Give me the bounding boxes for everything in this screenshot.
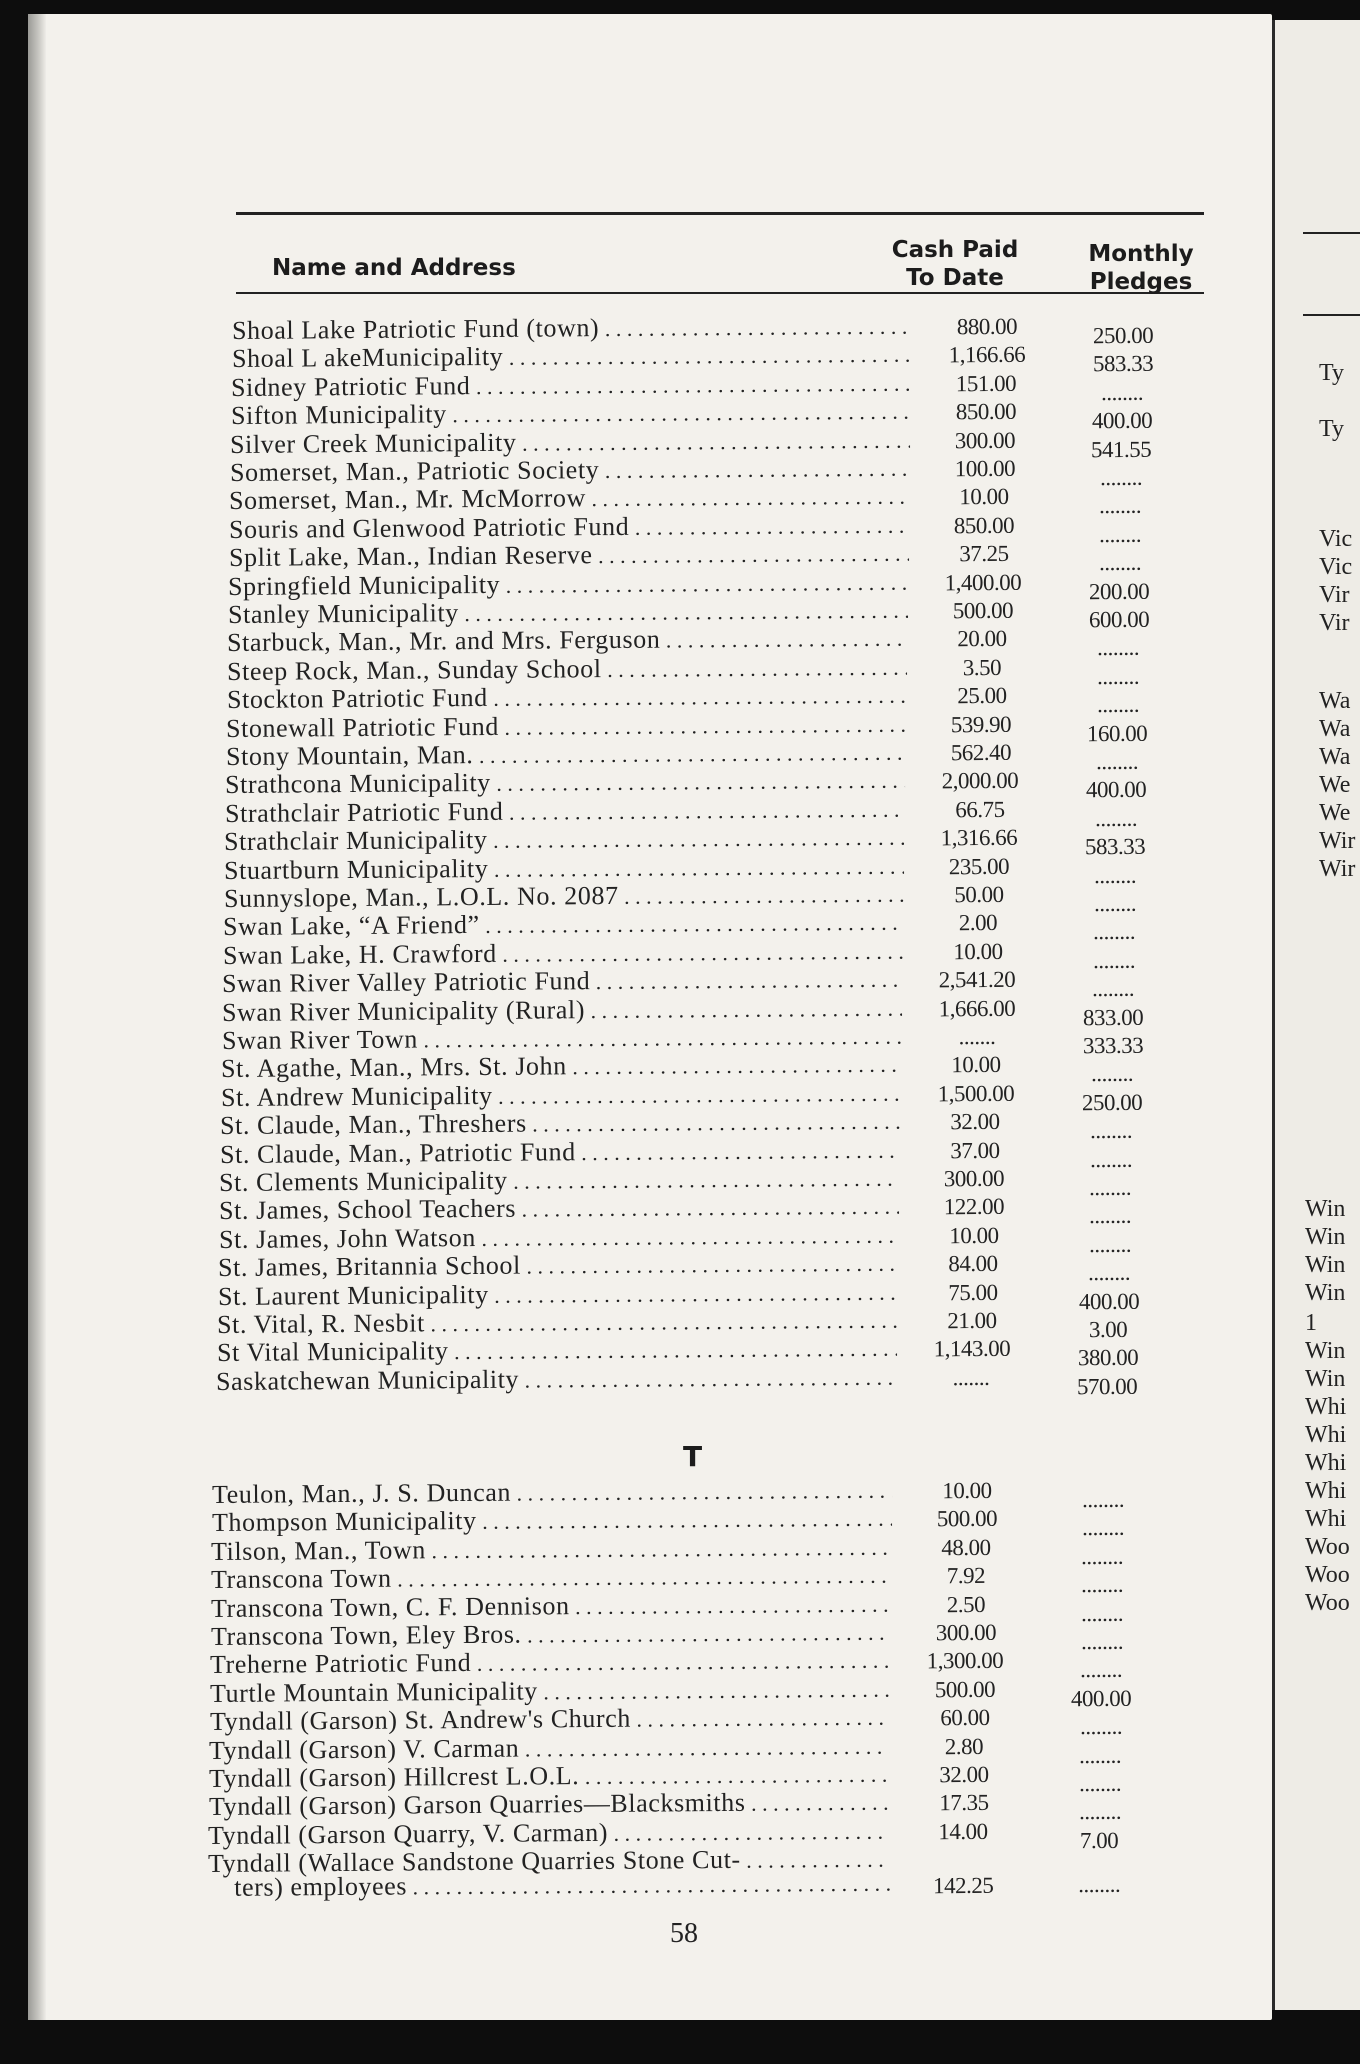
entry-monthly-pledge: ........ xyxy=(1081,1543,1124,1569)
entry-name: St. Agathe, Man., Mrs. St. John . . . xyxy=(221,1049,901,1084)
entry-monthly-pledge: 400.00 xyxy=(1091,407,1153,434)
entry-cash-paid: 17.35 xyxy=(938,1790,989,1816)
facing-page-fragment: Whi xyxy=(1305,1450,1347,1476)
entry-monthly-pledge: ........ xyxy=(1099,521,1142,547)
entry-name: Somerset, Man., Patriotic Society . . . xyxy=(230,453,910,488)
entry-cash-paid: 1,400.00 xyxy=(944,569,1022,595)
entry-name: Shoal Lake Patriotic Fund (town) . . . xyxy=(232,311,912,346)
entry-name: Turtle Mountain Municipality . . . xyxy=(210,1673,890,1708)
entry-monthly-pledge: ........ xyxy=(1095,748,1138,775)
entry-monthly-pledge: ........ xyxy=(1101,379,1144,405)
facing-page-fragment: We xyxy=(1319,772,1351,798)
entry-cash-paid: 66.75 xyxy=(955,796,1005,823)
entry-cash-paid: 32.00 xyxy=(950,1109,1000,1135)
entry-cash-paid: 880.00 xyxy=(956,313,1018,340)
entry-monthly-pledge: ........ xyxy=(1092,976,1135,1002)
facing-page-fragment: Win xyxy=(1305,1224,1346,1250)
entry-monthly-pledge: ........ xyxy=(1081,1572,1124,1598)
facing-page-fragment: Vic xyxy=(1319,526,1353,552)
entry-monthly-pledge: ........ xyxy=(1090,1118,1133,1144)
entry-monthly-pledge: ........ xyxy=(1078,1872,1121,1898)
entry-monthly-pledge: ........ xyxy=(1093,862,1137,888)
facing-page-fragment: 1 xyxy=(1305,1310,1317,1336)
facing-page-fragment: Vir xyxy=(1319,582,1350,608)
entry-monthly-pledge: 200.00 xyxy=(1089,578,1150,604)
entry-cash-paid: 100.00 xyxy=(954,455,1016,482)
entry-monthly-pledge: ........ xyxy=(1089,1146,1132,1172)
facing-page-fragment: Win xyxy=(1305,1280,1346,1306)
entry-monthly-pledge: 833.00 xyxy=(1082,1004,1144,1030)
entry-cash-paid: 1,166.66 xyxy=(948,342,1025,368)
entry-name: Stonewall Patriotic Fund . . . xyxy=(226,708,906,743)
entry-cash-paid: 21.00 xyxy=(947,1307,998,1334)
entry-monthly-pledge: ........ xyxy=(1097,635,1140,661)
entry-name: St. Claude, Man., Threshers . . . xyxy=(220,1106,900,1141)
column-header-cash-line1: Cash Paid xyxy=(891,237,1019,263)
entry-monthly-pledge: 570.00 xyxy=(1077,1373,1138,1400)
column-header-cash-line2: To Date xyxy=(906,265,1004,291)
entry-name: Sidney Patriotic Fund . . . xyxy=(231,367,911,402)
entry-cash-paid: 500.00 xyxy=(934,1676,996,1703)
entry-cash-paid: ....... xyxy=(958,1023,995,1050)
entry-name: Swan River Valley Patriotic Fund . . . xyxy=(222,964,902,999)
entry-cash-paid: 1,666.00 xyxy=(938,995,1016,1021)
entry-name: St Vital Municipality . . . xyxy=(217,1333,897,1368)
entry-name: Sunnyslope, Man., L.O.L. No. 2087 . . . xyxy=(223,879,903,914)
entry-monthly-pledge: ........ xyxy=(1098,550,1141,576)
entry-name: Sifton Municipality . . . xyxy=(231,396,911,431)
entry-cash-paid: 2.00 xyxy=(958,910,998,936)
entry-cash-paid: 300.00 xyxy=(955,427,1016,453)
entry-name: Tyndall (Garson) V. Carman . . . xyxy=(209,1730,889,1765)
facing-page-fragment: Woo xyxy=(1305,1534,1350,1560)
entry-monthly-pledge: 250.00 xyxy=(1081,1089,1142,1116)
facing-page-fragment: Ty xyxy=(1319,360,1344,386)
entry-cash-paid: 37.00 xyxy=(950,1137,1000,1163)
entry-cash-paid: 20.00 xyxy=(957,626,1008,652)
entry-name: Somerset, Man., Mr. McMorrow . . . xyxy=(229,481,909,516)
entry-name: Starbuck, Man., Mr. and Mrs. Ferguson . . . xyxy=(227,623,907,658)
entry-name: St. Andrew Municipality . . . xyxy=(221,1077,901,1112)
entry-cash-paid: 2.50 xyxy=(946,1591,986,1617)
entry-cash-paid: 84.00 xyxy=(948,1251,998,1277)
entry-monthly-pledge: ........ xyxy=(1094,805,1138,831)
entry-monthly-pledge: ........ xyxy=(1096,692,1139,718)
entry-cash-paid: 500.00 xyxy=(936,1506,997,1532)
entry-cash-paid: 151.00 xyxy=(955,370,1017,397)
entry-name: St. Vital, R. Nesbit . . . xyxy=(217,1305,897,1340)
entry-name: Shoal L akeMunicipality . . . xyxy=(231,339,911,374)
entry-name: Swan River Town . . . xyxy=(221,1021,901,1056)
facing-page-fragment: Win xyxy=(1305,1252,1346,1278)
entry-name: Swan Lake, H. Crawford . . . xyxy=(223,935,903,970)
facing-page-fragment: Win xyxy=(1305,1366,1346,1392)
entry-cash-paid: 60.00 xyxy=(939,1705,990,1731)
facing-page-fragment: Woo xyxy=(1305,1562,1350,1588)
entry-cash-paid: 142.25 xyxy=(933,1873,994,1899)
entry-monthly-pledge: 380.00 xyxy=(1077,1345,1139,1371)
column-header-pledges-line1: Monthly xyxy=(1088,241,1194,267)
entry-cash-paid: 14.00 xyxy=(938,1818,989,1845)
facing-page-fragment: Vic xyxy=(1319,554,1353,580)
entry-name: Treherne Patriotic Fund . . . xyxy=(210,1645,890,1680)
entry-cash-paid: 50.00 xyxy=(953,881,1004,908)
entry-cash-paid: 10.00 xyxy=(942,1477,992,1504)
column-header-name: Name and Address xyxy=(272,255,516,281)
facing-page-fragment: Ty xyxy=(1319,416,1344,442)
entry-cash-paid: 10.00 xyxy=(959,484,1010,510)
entry-name: Souris and Glenwood Patriotic Fund . . . xyxy=(229,509,909,544)
entry-cash-paid: 10.00 xyxy=(953,938,1003,965)
entry-monthly-pledge: ........ xyxy=(1079,1714,1122,1740)
entry-monthly-pledge: 3.00 xyxy=(1089,1316,1128,1343)
entry-cash-paid: 25.00 xyxy=(956,683,1007,709)
entry-monthly-pledge: ........ xyxy=(1099,493,1142,519)
entry-cash-paid: 300.00 xyxy=(944,1165,1005,1192)
entry-cash-paid: 3.50 xyxy=(962,654,1002,681)
entry-monthly-pledge: ........ xyxy=(1096,663,1140,689)
entry-monthly-pledge: 160.00 xyxy=(1086,720,1148,746)
section-letter: T xyxy=(683,1440,703,1473)
entry-monthly-pledge: 400.00 xyxy=(1078,1288,1140,1314)
entry-name: Swan River Municipality (Rural) . . . xyxy=(222,992,902,1027)
entry-monthly-pledge: 541.55 xyxy=(1091,436,1152,462)
entry-monthly-pledge: 600.00 xyxy=(1088,606,1150,633)
entry-name: Steep Rock, Man., Sunday School . . . xyxy=(227,651,907,686)
facing-page-fragment: Wa xyxy=(1319,744,1351,770)
facing-page-fragment: Whi xyxy=(1305,1422,1347,1448)
page-number: 58 xyxy=(670,1918,698,1949)
facing-page-fragment: Wa xyxy=(1319,688,1351,714)
header-rule xyxy=(236,292,1204,294)
entry-name: Swan Lake, “A Friend” . . . xyxy=(223,907,903,942)
entry-monthly-pledge: ........ xyxy=(1080,1628,1123,1655)
facing-page-fragment: Wir xyxy=(1319,828,1356,854)
entry-monthly-pledge: ........ xyxy=(1088,1231,1131,1257)
entry-cash-paid: 235.00 xyxy=(948,853,1010,879)
entry-monthly-pledge: 400.00 xyxy=(1070,1685,1132,1712)
entry-name: Transcona Town . . . xyxy=(211,1560,891,1595)
entry-monthly-pledge: ........ xyxy=(1080,1600,1123,1626)
facing-page-fragment: Woo xyxy=(1305,1590,1350,1616)
entry-cash-paid: 75.00 xyxy=(947,1279,998,1305)
column-header-cash xyxy=(880,236,1030,292)
entry-name: Stockton Patriotic Fund . . . xyxy=(226,680,906,715)
entry-name: Tyndall (Wallace Sandstone Quarries Stone Cut- . . . xyxy=(208,1844,888,1879)
entry-name: Strathcona Municipality . . . xyxy=(225,765,905,800)
entry-monthly-pledge: 400.00 xyxy=(1086,777,1147,803)
entry-name: Transcona Town, Eley Bros. . . . xyxy=(210,1617,890,1652)
entry-name-continued: ters) employees . . . xyxy=(234,1868,894,1903)
entry-monthly-pledge: 250.00 xyxy=(1092,322,1154,349)
entry-cash-paid: 1,143.00 xyxy=(933,1336,1011,1362)
book-spine xyxy=(28,14,46,2020)
top-rule xyxy=(236,212,1204,215)
entry-cash-paid: 1,300.00 xyxy=(926,1648,1004,1674)
entry-monthly-pledge: ........ xyxy=(1092,947,1135,973)
entry-name: Stanley Municipality . . . xyxy=(228,595,908,630)
entry-cash-paid: 32.00 xyxy=(939,1761,989,1788)
entry-name: Tyndall (Garson Quarry, V. Carman) . . . xyxy=(208,1815,888,1850)
entry-cash-paid: 2.80 xyxy=(945,1733,984,1759)
entry-name: St. Clements Municipality . . . xyxy=(219,1163,899,1198)
entry-cash-paid: ....... xyxy=(952,1364,990,1391)
entry-name: St. Laurent Municipality . . . xyxy=(218,1276,898,1311)
entry-cash-paid: 7.92 xyxy=(946,1563,986,1589)
entry-name: Stuartburn Municipality . . . xyxy=(224,850,904,885)
entry-monthly-pledge: ........ xyxy=(1093,890,1136,917)
entry-name: Thompson Municipality . . . xyxy=(212,1503,892,1538)
entry-monthly-pledge: ........ xyxy=(1088,1260,1131,1286)
entry-monthly-pledge: ........ xyxy=(1078,1799,1121,1825)
entry-cash-paid: 850.00 xyxy=(953,512,1015,539)
facing-page xyxy=(1272,20,1360,2010)
entry-name: Tyndall (Garson) Hillcrest L.O.L. . . . xyxy=(209,1759,889,1794)
entry-name: Stony Mountain, Man. . . . xyxy=(226,737,906,772)
entry-monthly-pledge: 7.00 xyxy=(1080,1827,1119,1853)
entry-name: Strathclair Patriotic Fund . . . xyxy=(225,793,905,828)
entry-cash-paid: 2,541.20 xyxy=(938,966,1016,993)
entry-cash-paid: 300.00 xyxy=(935,1619,996,1646)
entry-monthly-pledge: 583.33 xyxy=(1085,833,1146,860)
entry-cash-paid: 1,500.00 xyxy=(937,1080,1014,1107)
entry-cash-paid: 10.00 xyxy=(951,1052,1001,1078)
entry-monthly-pledge: ........ xyxy=(1081,1515,1124,1541)
entry-name: Teulon, Man., J. S. Duncan . . . xyxy=(212,1475,892,1510)
entry-monthly-pledge: 333.33 xyxy=(1082,1032,1143,1059)
facing-page-fragment: We xyxy=(1319,800,1351,826)
entry-name: St. James, John Watson . . . xyxy=(218,1219,898,1254)
entry-monthly-pledge: ........ xyxy=(1079,1742,1122,1768)
entry-name: Springfield Municipality . . . xyxy=(228,566,908,601)
entry-monthly-pledge: ........ xyxy=(1093,919,1136,945)
facing-page-rule xyxy=(1303,314,1360,316)
facing-page-fragment: Wir xyxy=(1319,856,1356,882)
facing-page-fragment: Whi xyxy=(1305,1478,1347,1504)
facing-page-rule xyxy=(1303,232,1360,234)
entry-cash-paid: 539.90 xyxy=(950,711,1012,737)
entry-cash-paid: 48.00 xyxy=(941,1534,992,1561)
entry-cash-paid: 122.00 xyxy=(943,1194,1005,1220)
entry-monthly-pledge: ........ xyxy=(1078,1770,1122,1797)
entry-monthly-pledge: ........ xyxy=(1080,1657,1123,1683)
entry-monthly-pledge: ........ xyxy=(1099,464,1143,491)
entry-name: Saskatchewan Municipality . . . xyxy=(216,1361,896,1396)
entry-cash-paid: 2,000.00 xyxy=(941,768,1019,794)
entry-name: Split Lake, Man., Indian Reserve . . . xyxy=(229,538,909,573)
entry-cash-paid: 562.40 xyxy=(950,739,1011,766)
entry-cash-paid: 500.00 xyxy=(952,597,1014,624)
facing-page-fragment: Whi xyxy=(1305,1506,1347,1532)
entry-cash-paid: 37.25 xyxy=(958,541,1009,567)
entry-monthly-pledge: ........ xyxy=(1088,1203,1132,1229)
entry-monthly-pledge: 583.33 xyxy=(1092,351,1153,377)
entry-name: Tyndall (Garson) St. Andrew's Church . . . xyxy=(209,1702,889,1737)
column-header-pledges-line2: Pledges xyxy=(1089,269,1193,295)
entry-name: St. James, Britannia School . . . xyxy=(218,1248,898,1283)
entry-name: Transcona Town, C. F. Dennison . . . xyxy=(211,1588,891,1623)
facing-page-fragment: Win xyxy=(1305,1338,1346,1364)
entry-name: St. Claude, Man., Patriotic Fund . . . xyxy=(220,1134,900,1169)
entry-name: Strathclair Municipality . . . xyxy=(224,822,904,857)
facing-page-fragment: Whi xyxy=(1305,1394,1347,1420)
entry-cash-paid: 10.00 xyxy=(948,1222,999,1249)
entry-name: Tyndall (Garson) Garson Quarries—Blacksmiths . . . xyxy=(209,1787,889,1822)
entry-cash-paid: 850.00 xyxy=(955,399,1016,425)
facing-page-fragment: Vir xyxy=(1319,610,1350,636)
entry-monthly-pledge: ........ xyxy=(1091,1061,1134,1087)
entry-name: Tilson, Man., Town . . . xyxy=(211,1531,891,1566)
entry-name: St. James, School Teachers . . . xyxy=(219,1191,899,1226)
column-header-pledges xyxy=(1066,240,1216,296)
entry-monthly-pledge: ........ xyxy=(1089,1174,1132,1201)
facing-page-fragment: Wa xyxy=(1319,716,1351,742)
entry-monthly-pledge: ........ xyxy=(1081,1486,1125,1513)
entry-cash-paid: 1,316.66 xyxy=(941,824,1018,851)
facing-page-fragment: Win xyxy=(1305,1196,1346,1222)
entry-name: Silver Creek Municipality . . . xyxy=(230,424,910,459)
